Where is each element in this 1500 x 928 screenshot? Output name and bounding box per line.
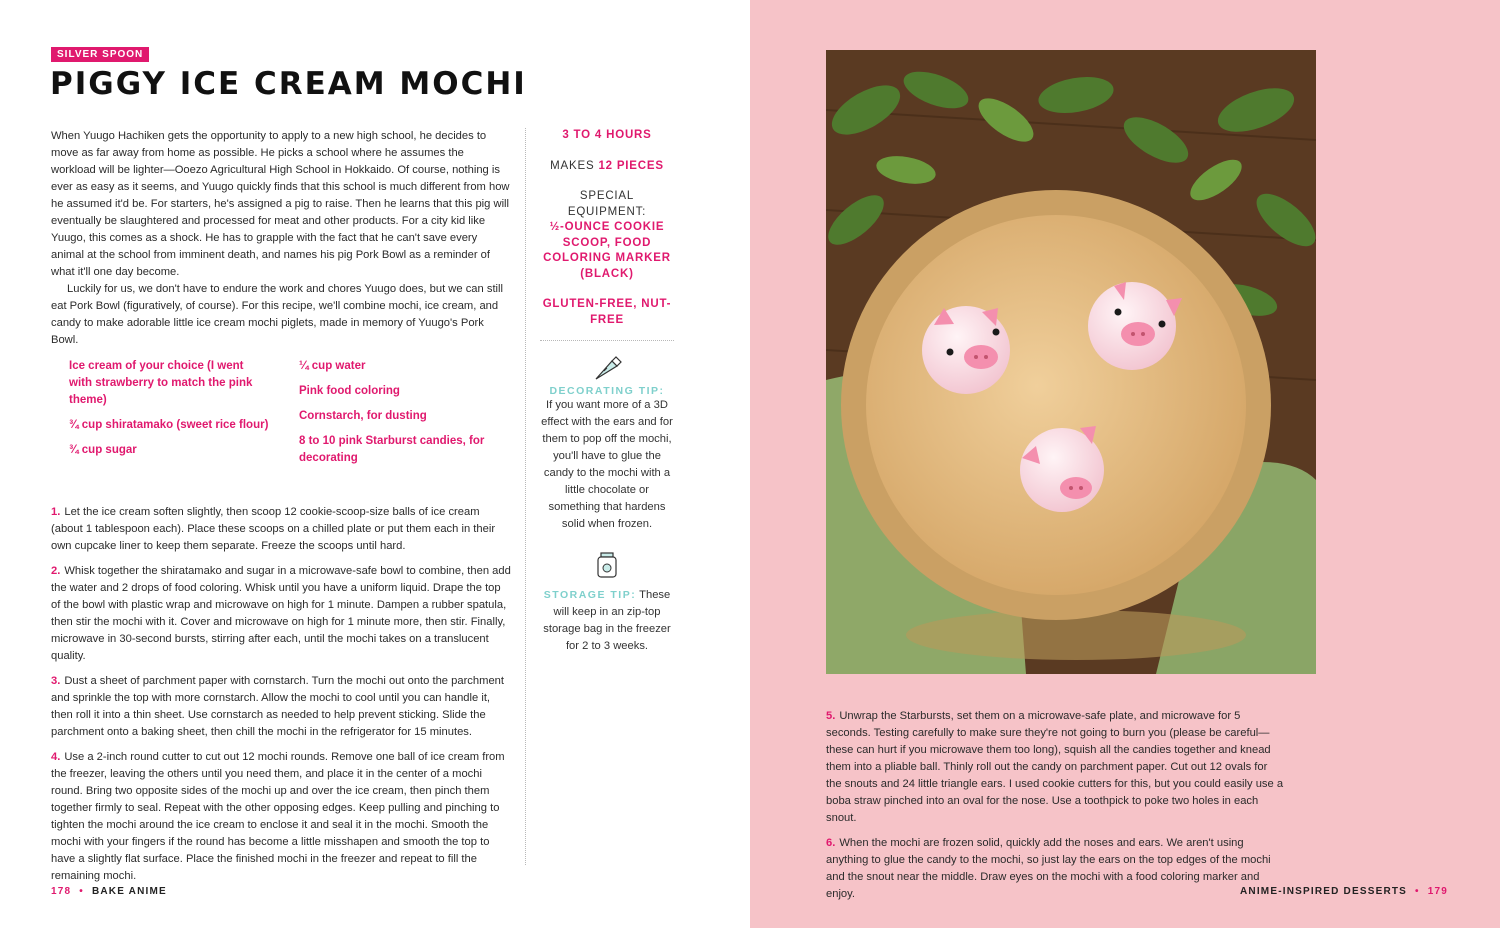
- yield-value: 12 PIECES: [598, 159, 664, 172]
- ingredient-list: [69, 358, 499, 475]
- step-5: [826, 708, 1284, 827]
- step-3: [51, 673, 513, 741]
- step-text: Whisk together the shiratamako and sugar in a microwave-safe bowl to combine, then add the water and 2 drops of food coloring. Whisk until you have a uniform liquid. Drape the top of the bowl with plastic wrap and microwave on high for 1 minute. Dampen a rubber spatula, then stir the mochi with it. Cover and microwave on high for 1 minute more, then stir. Finally, microwave in 30-second bursts, stirring after each, until the mochi takes on a translucent quality.: [51, 565, 511, 662]
- yield-label: MAKES: [550, 159, 595, 172]
- ingredient-column-1: [69, 358, 269, 475]
- footer-dot: •: [1411, 886, 1424, 897]
- step-4: [51, 749, 513, 885]
- yield: [540, 159, 674, 175]
- piping-bag-icon: [540, 353, 674, 381]
- steps-right: [826, 708, 1284, 911]
- ingredient-item: ¾ cup shiratamako (sweet rice flour): [69, 419, 269, 431]
- book-title: BAKE ANIME: [91, 886, 167, 897]
- footer-left: [51, 886, 167, 897]
- storage-tip: [540, 587, 674, 655]
- ingredient-column-2: [299, 358, 499, 475]
- intro-paragraph: When Yuugo Hachiken gets the opportunity to apply to a new high school, he decides to move as far away from home as possible. He picks a school where he assumes the workload will be lighter—Ooezo Agricultural High School in Hokkaido. Of course, nothing is ever as easy as it seems, and Yuugo quickly finds that this school is much different from how he assumed it'd be. For starters, he's assigned a pig to raise. Then he learns that this pig will eventually be slaughtered and processed for meat and other products. For a city kid like Yuugo, this comes as a shock. He has to grapple with the fact that he can't save every animal at the school from imminent death, and names his pig Pork Bowl as a reminder of what it'll one day become.: [51, 130, 510, 278]
- diet-info: GLUTEN-FREE, NUT-FREE: [542, 298, 672, 326]
- step-6: [826, 835, 1284, 903]
- sidebar-divider: [540, 340, 674, 341]
- intro-text: [51, 128, 511, 349]
- step-number: 3.: [51, 675, 61, 687]
- step-2: [51, 563, 513, 665]
- intro-paragraph: Luckily for us, we don't have to endure the work and chores Yuugo does, but we can still eat Pork Bowl (figuratively, of course). For this recipe, we'll combine mochi, ice cream, and candy to make adorable little ice cream mochi piglets, made in memory of Yuugo's Pork Bowl.: [51, 283, 504, 346]
- page-number-left: 178: [51, 886, 72, 897]
- footer-dot: •: [75, 886, 88, 897]
- recipe-title: PIGGY ICE CREAM MOCHI: [50, 66, 527, 102]
- footer-right: [1240, 886, 1448, 897]
- storage-tip-title: STORAGE TIP:: [543, 589, 637, 601]
- step-number: 1.: [51, 506, 61, 518]
- equipment-label: SPECIAL EQUIPMENT:: [567, 190, 647, 218]
- ingredient-item: ¼ cup water: [299, 360, 366, 372]
- step-number: 6.: [826, 837, 836, 849]
- series-tag: SILVER SPOON: [51, 47, 149, 62]
- ingredient-item: ¾ cup sugar: [69, 444, 137, 456]
- steps-left: [51, 504, 513, 893]
- step-number: 2.: [51, 565, 61, 577]
- ingredient-item: 8 to 10 pink Starburst candies, for decorating: [299, 435, 485, 464]
- page-number-right: 179: [1427, 886, 1448, 897]
- ingredient-item: Cornstarch, for dusting: [299, 410, 427, 422]
- recipe-photo: [826, 50, 1316, 674]
- step-text: When the mochi are frozen solid, quickly add the noses and ears. We aren't using anything to glue the candy to the mochi, so just lay the ears on the top edges of the mochi and the snout near the middle. Draw eyes on the mochi with a food coloring marker and enjoy.: [826, 837, 1271, 900]
- ingredient-item: Pink food coloring: [299, 385, 400, 397]
- recipe-sidebar: [540, 128, 674, 655]
- step-number: 4.: [51, 751, 61, 763]
- step-1: [51, 504, 513, 555]
- ingredient-item: Ice cream of your choice (I went with strawberry to match the pink theme): [69, 360, 253, 406]
- equipment-value: ½-OUNCE COOKIE SCOOP, FOOD COLORING MARKER (BLACK): [543, 221, 671, 280]
- step-text: Let the ice cream soften slightly, then scoop 12 cookie-scoop-size balls of ice cream (about 1 tablespoon each). Place these scoops on a chilled plate or put them each in their own cupcake liner to keep them separate. Freeze the scoops until hard.: [51, 506, 496, 552]
- storage-tip-text: These will keep in an zip-top storage bag in the freezer for 2 to 3 weeks.: [543, 589, 671, 652]
- section-title: ANIME-INSPIRED DESSERTS: [1239, 886, 1408, 897]
- step-number: 5.: [826, 710, 836, 722]
- step-text: Unwrap the Starbursts, set them on a microwave-safe plate, and microwave for 5 seconds. Testing carefully to make sure they're not going to burn you (please be careful—these can hurt if you microwave them too long), squish all the candies together and knead them into a pliable ball. Thinly roll out the candy on parchment paper. Cut out 12 ovals for the snouts and 24 little triangle ears. I used cookie cutters for this, but you could easily use a boba straw pinched into an oval for the nose. Use a toothpick to poke two holes in each snout.: [826, 710, 1284, 824]
- decorating-tip-title: DECORATING TIP:: [549, 385, 665, 397]
- column-divider: [525, 128, 526, 865]
- prep-time: 3 TO 4 HOURS: [562, 129, 652, 141]
- step-text: Use a 2-inch round cutter to cut out 12 mochi rounds. Remove one ball of ice cream from the freezer, leaving the others until you need them, and place it in the center of a mochi round. Bring two opposite sides of the mochi up and over the ice cream, then pinch them together firmly to seal. Repeat with the other opposing edges. Keep pulling and pinching to tighten the mochi around the ice cream to enclose it and seal it in the mochi. Smooth the mochi with your fingers if the round has become a little misshapen and smooth the top to have a slightly flat surface. Place the finished mochi in the freezer and repeat to fill the remaining mochi.: [51, 751, 505, 882]
- step-text: Dust a sheet of parchment paper with cornstarch. Turn the mochi out onto the parchment and sprinkle the top with more cornstarch. Allow the mochi to cool until you can handle it, then roll it into a thin sheet. Use cornstarch as needed to help prevent sticking. Slide the parchment onto a baking sheet, then chill the mochi in the refrigerator for 15 minutes.: [51, 675, 504, 738]
- storage-jar-icon: [540, 551, 674, 579]
- decorating-tip-text: If you want more of a 3D effect with the ears and for them to pop off the mochi, you'll have to glue the candy to the mochi with a little chocolate or something that hardens solid when frozen.: [541, 399, 673, 530]
